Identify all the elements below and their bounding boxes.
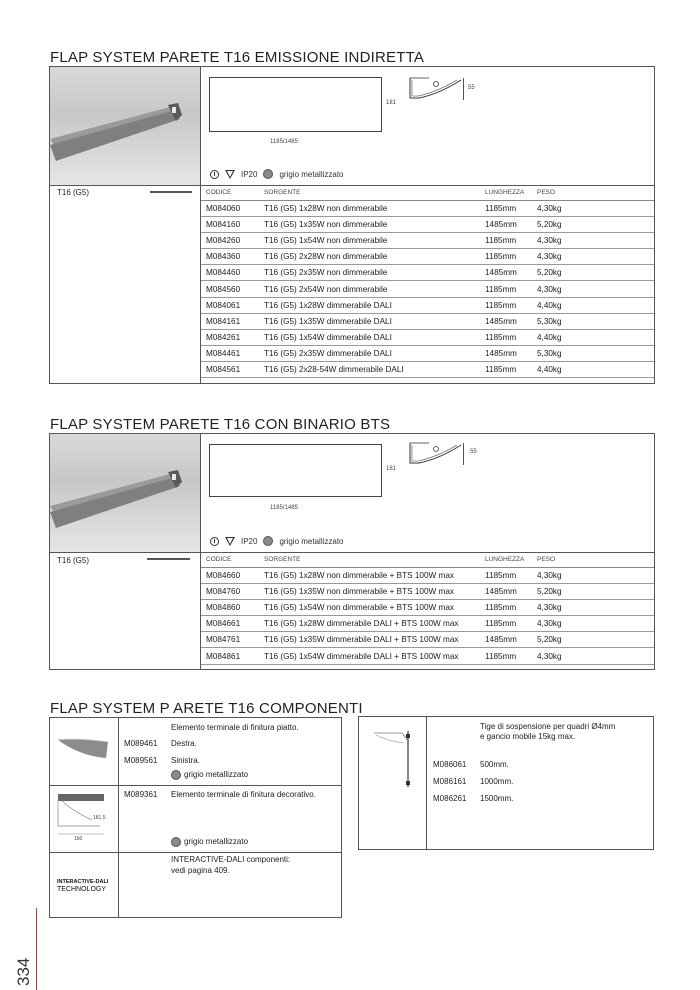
product-source: T16 (G5) 2x54W non dimmerabile — [259, 281, 480, 297]
product-source: T16 (G5) 1x28W dimmerabile DALI + BTS 100W max — [259, 616, 480, 632]
product-source: T16 (G5) 1x35W dimmerabile DALI — [259, 313, 480, 329]
header-source: SORGENTE — [259, 552, 480, 568]
table-row — [201, 600, 654, 616]
table-row — [201, 201, 654, 217]
finish-swatch-icon — [263, 536, 273, 546]
flat-label-right: Destra. — [171, 739, 197, 748]
finish-swatch-icon — [171, 770, 181, 780]
product-source: T16 (G5) 1x54W dimmerabile DALI + BTS 100W max — [259, 648, 480, 664]
product-source: T16 (G5) 2x28-54W dimmerabile DALI — [259, 361, 480, 377]
product-source: T16 (G5) 2x35W non dimmerabile — [259, 265, 480, 281]
header-weight: PESO — [532, 185, 654, 201]
product-code: M084261 — [201, 329, 259, 345]
product-weight: 4,30kg — [532, 249, 654, 265]
table-row — [201, 329, 654, 345]
drawing-dash — [280, 77, 310, 78]
components-box-right — [358, 716, 654, 850]
finish-swatch-icon — [171, 837, 181, 847]
product-code: M084061 — [201, 297, 259, 313]
tech-drawing-front — [209, 77, 382, 132]
f-mark-icon — [225, 170, 235, 179]
product-weight: 4,40kg — [532, 297, 654, 313]
dali-logo — [57, 879, 108, 893]
dali-logo-line2: TECHNOLOGY — [57, 886, 107, 893]
product-code: M084660 — [201, 568, 259, 584]
product-table — [201, 552, 654, 665]
product-code: M084560 — [201, 281, 259, 297]
header-weight: PESO — [532, 552, 654, 568]
table-row — [201, 568, 654, 584]
product-length: 1485mm — [480, 313, 532, 329]
product-length: 1485mm — [480, 217, 532, 233]
product-length: 1185mm — [480, 233, 532, 249]
tech-drawing-front — [209, 444, 382, 497]
flat-code-right: M089461 — [124, 739, 158, 748]
finish-label: grigio metallizzato — [279, 169, 344, 179]
divider — [50, 785, 341, 786]
page-accent-bar — [36, 908, 37, 990]
table-row — [201, 297, 654, 313]
lamp-tube-icon — [147, 558, 190, 560]
product-weight: 4,40kg — [532, 329, 654, 345]
table-row — [201, 281, 654, 297]
table-header — [201, 552, 654, 568]
decorative-end-drawing — [54, 792, 116, 847]
product-length: 1185mm — [480, 616, 532, 632]
product-weight: 5,20kg — [532, 632, 654, 648]
dim-width: 1185/1485 — [270, 505, 298, 511]
header-source: SORGENTE — [259, 185, 480, 201]
dim-profile: 55 — [470, 449, 477, 455]
product-code: M084760 — [201, 584, 259, 600]
product-source: T16 (G5) 2x35W dimmerabile DALI — [259, 345, 480, 361]
product-weight: 5,30kg — [532, 345, 654, 361]
rod-code-500: M086061 — [433, 760, 467, 769]
suspension-rod-drawing — [374, 731, 418, 792]
product-code: M084661 — [201, 616, 259, 632]
product-length: 1485mm — [480, 584, 532, 600]
rod-desc-2: e gancio mobile 15kg max. — [480, 732, 576, 741]
rod-code-1000: M086161 — [433, 777, 467, 786]
product-weight: 5,20kg — [532, 584, 654, 600]
product-weight: 5,30kg — [532, 313, 654, 329]
lamp-label: T16 (G5) — [57, 188, 90, 197]
attributes-row — [210, 536, 344, 546]
table-row — [201, 217, 654, 233]
lamp-tube-icon — [150, 191, 192, 193]
dim-line — [463, 78, 464, 100]
product-source: T16 (G5) 1x35W dimmerabile DALI + BTS 100W max — [259, 632, 480, 648]
ip-rating: IP20 — [241, 169, 258, 179]
product-length: 1485mm — [480, 345, 532, 361]
profile-drawing — [409, 76, 469, 107]
product-source: T16 (G5) 1x54W non dimmerabile — [259, 233, 480, 249]
flat-end-image — [58, 736, 110, 767]
table-row — [201, 616, 654, 632]
product-table — [201, 185, 654, 378]
product-weight: 4,30kg — [532, 281, 654, 297]
product-code: M084360 — [201, 249, 259, 265]
flat-finish — [171, 770, 248, 780]
product-length: 1185mm — [480, 297, 532, 313]
product-source: T16 (G5) 1x54W dimmerabile DALI — [259, 329, 480, 345]
table-row — [201, 313, 654, 329]
dim-profile: 55 — [468, 85, 475, 91]
deco-finish-label: grigio metallizzato — [184, 837, 249, 846]
product-code: M084861 — [201, 648, 259, 664]
deco-code: M089361 — [124, 790, 158, 799]
flat-end-desc: Elemento terminale di finitura piatto. — [171, 723, 299, 732]
product-weight: 4,40kg — [532, 361, 654, 377]
rod-desc-1: Tige di sospensione per quadri Ø4mm — [480, 722, 616, 731]
product-source: T16 (G5) 1x28W non dimmerabile — [259, 201, 480, 217]
product-length: 1185mm — [480, 281, 532, 297]
product-length: 1485mm — [480, 265, 532, 281]
dim-height: 181 — [386, 466, 397, 472]
table-header — [201, 185, 654, 201]
finish-swatch-icon — [263, 169, 273, 179]
product-code: M084460 — [201, 265, 259, 281]
rod-len-1500: 1500mm. — [480, 794, 514, 803]
finish-label: grigio metallizzato — [279, 536, 344, 546]
product-length: 1185mm — [480, 201, 532, 217]
header-length: LUNGHEZZA — [480, 552, 532, 568]
section-title: FLAP SYSTEM PARETE T16 CON BINARIO BTS — [50, 416, 391, 433]
product-source: T16 (G5) 1x35W non dimmerabile — [259, 217, 480, 233]
rod-len-1000: 1000mm. — [480, 777, 514, 786]
product-photo — [50, 434, 200, 552]
luminaire-image — [50, 67, 200, 185]
page-number: 334 — [14, 957, 33, 986]
product-code: M084161 — [201, 313, 259, 329]
product-length: 1185mm — [480, 600, 532, 616]
product-weight: 5,20kg — [532, 265, 654, 281]
divider — [426, 717, 427, 849]
flat-finish-label: grigio metallizzato — [184, 770, 249, 779]
product-code: M084060 — [201, 201, 259, 217]
deco-dim-b: 160 — [74, 836, 83, 842]
table-row — [201, 632, 654, 648]
attributes-row — [210, 169, 344, 179]
product-source: T16 (G5) 2x28W non dimmerabile — [259, 249, 480, 265]
product-code: M084761 — [201, 632, 259, 648]
product-length: 1185mm — [480, 648, 532, 664]
flat-label-left: Sinistra. — [171, 756, 200, 765]
product-weight: 4,30kg — [532, 616, 654, 632]
product-length: 1185mm — [480, 329, 532, 345]
product-code: M084160 — [201, 217, 259, 233]
product-code: M084260 — [201, 233, 259, 249]
ground-icon — [210, 537, 219, 546]
product-weight: 4,30kg — [532, 568, 654, 584]
table-row — [201, 345, 654, 361]
product-weight: 5,20kg — [532, 217, 654, 233]
header-code: CODICE — [201, 552, 259, 568]
header-length: LUNGHEZZA — [480, 185, 532, 201]
product-code: M084860 — [201, 600, 259, 616]
dali-text-2: vedi pagina 409. — [171, 866, 230, 875]
divider — [50, 852, 341, 853]
product-length: 1185mm — [480, 249, 532, 265]
product-length: 1185mm — [480, 361, 532, 377]
product-length: 1485mm — [480, 632, 532, 648]
dim-height: 181 — [386, 100, 397, 106]
page-number-wrap — [4, 956, 44, 986]
product-photo — [50, 67, 200, 185]
product-weight: 4,30kg — [532, 648, 654, 664]
dali-text-1: INTERACTIVE-DALI componenti: — [171, 855, 291, 864]
section-title: FLAP SYSTEM PARETE T16 EMISSIONE INDIRETTA — [50, 49, 425, 66]
product-weight: 4,30kg — [532, 233, 654, 249]
rod-len-500: 500mm. — [480, 760, 509, 769]
table-row — [201, 265, 654, 281]
table-row — [201, 648, 654, 664]
product-source: T16 (G5) 1x28W dimmerabile DALI — [259, 297, 480, 313]
dim-line — [463, 443, 464, 465]
components-box-left — [49, 717, 342, 918]
dali-logo-line1: INTERACTIVE-DALI — [57, 879, 109, 885]
deco-dim-a: 181.5 — [93, 815, 106, 821]
table-row — [201, 361, 654, 377]
f-mark-icon — [225, 537, 235, 546]
ip-rating: IP20 — [241, 536, 258, 546]
product-code: M084561 — [201, 361, 259, 377]
profile-drawing — [409, 441, 469, 472]
luminaire-image — [50, 434, 200, 552]
flat-code-left: M089561 — [124, 756, 158, 765]
product-code: M084461 — [201, 345, 259, 361]
rod-code-1500: M086261 — [433, 794, 467, 803]
table-row — [201, 584, 654, 600]
ground-icon — [210, 170, 219, 179]
header-code: CODICE — [201, 185, 259, 201]
product-box — [49, 66, 655, 384]
table-row — [201, 233, 654, 249]
deco-desc: Elemento terminale di finitura decorativo. — [171, 790, 316, 799]
dim-width: 1185/1485 — [270, 139, 298, 145]
product-source: T16 (G5) 1x28W non dimmerabile + BTS 100W max — [259, 568, 480, 584]
table-row — [201, 249, 654, 265]
product-box — [49, 433, 655, 670]
product-length: 1185mm — [480, 568, 532, 584]
product-source: T16 (G5) 1x35W non dimmerabile + BTS 100W max — [259, 584, 480, 600]
product-weight: 4,30kg — [532, 201, 654, 217]
product-weight: 4,30kg — [532, 600, 654, 616]
divider — [118, 718, 119, 917]
lamp-label: T16 (G5) — [57, 556, 90, 565]
section-title: FLAP SYSTEM P ARETE T16 COMPONENTI — [50, 700, 363, 717]
deco-finish — [171, 837, 248, 847]
product-source: T16 (G5) 1x54W non dimmerabile + BTS 100W max — [259, 600, 480, 616]
